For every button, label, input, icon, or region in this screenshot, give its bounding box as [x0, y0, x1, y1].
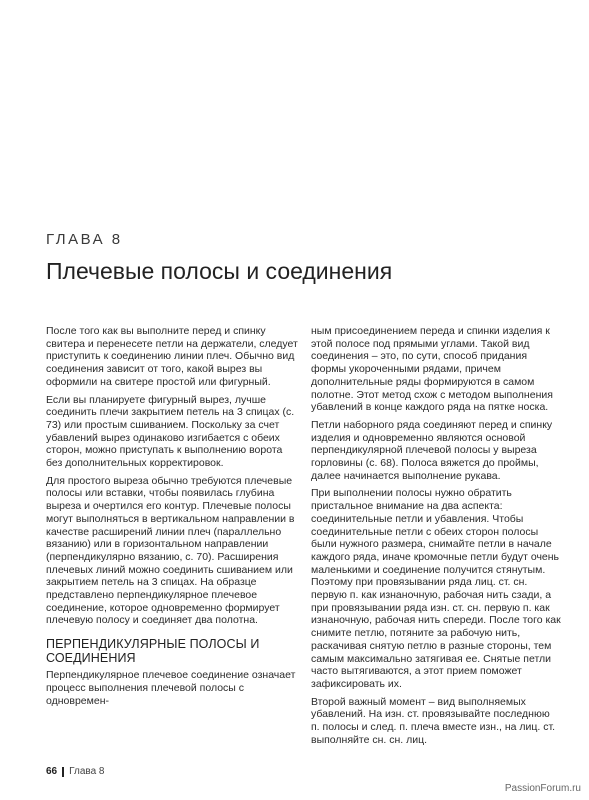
left-paragraph-3: Для простого выреза обычно требуются плечевые полосы или вставки, чтобы появилась глубина выреза и очертился его контур. Плечевые полосы могут выполняться в вертикальном направлении в качестве расширений линии плеч (параллельно вязанию) или в горизонтальном направлении (перпендикулярно вязанию, с. 70). Расширения плечевых линий можно соединить сшиванием или закрытием петель на 3 спицах. На образце представлено перпендикулярное плечевое соединение, которое одновременно формирует плечевую полосу и соединяет два полотна. [46, 474, 295, 627]
chapter-title: Плечевые полосы и соединения [46, 258, 393, 284]
left-paragraph-4: Перпендикулярное плечевое соединение означает процесс выполнения плечевой полосы с одновремен- [46, 669, 296, 707]
footer-separator [62, 767, 64, 777]
left-paragraph-2: Если вы планируете фигурный вырез, лучше соединить плечи закрытием петель на 3 спицах (с. 73) или простым сшиванием. Поскольку за счет убавлений вырез одинаково изгибается с обеих сторон, можно приступать к выполнению ворота без дополнительных корректировок. [46, 393, 295, 470]
page-footer [46, 766, 104, 777]
right-column [311, 325, 561, 752]
page-number: 66 [46, 766, 58, 777]
right-paragraph-2: Петли наборного ряда соединяют перед и спинку изделия и одновременно являются основой перпендикулярной плечевой полосы у выреза горловины (с. 68). Полоса вяжется до проймы, далее начинается выполнение рукава. [311, 418, 553, 482]
section-heading: ПЕРПЕНДИКУЛЯРНЫЕ ПОЛОСЫ И СОЕДИНЕНИЯ [46, 637, 260, 666]
right-paragraph-3: При выполнении полосы нужно обратить пристальное внимание на два аспекта: соединительные петли и убавления. Чтобы соединительные петли с обеих сторон полосы были нужного размера, снимайте петли в начале каждого ряда, иначе кромочные петли будут очень маленькими и соединение получится стянутым. Поэтому при провязывании ряда лиц. ст. сн. первую п. как изнаночную, рабочая нить сзади, а при провязывании ряда изн. ст. сн. первую п. как изнаночную, рабочая нить спереди. После того как снимите петлю, потяните за рабочую нить, раскачивая снятую петлю в разные стороны, тем самым максимально затягивая ее. Снятые петли часто вытягиваются, а этот прием поможет зафиксировать их. [311, 487, 561, 690]
chapter-label: ГЛАВА 8 [46, 231, 123, 248]
left-column [46, 325, 301, 712]
footer-chapter: Глава 8 [69, 766, 105, 777]
right-paragraph-1: ным присоединением переда и спинки изделия к этой полосе под прямыми углами. Такой вид соединения – это, по сути, способ придания формы укороченными рядами, причем дополнительные ряды формируются в самом полотне. Этот метод схож с методом выполнения убавлений в конце каждого ряда на пятке носка. [311, 325, 553, 414]
left-paragraph-1: После того как вы выполните перед и спинку свитера и перенесете петли на держатели, следует приступить к соединению линии плеч. Обычно вид соединения зависит от того, какой вырез вы оформили на свитере простой или фигурный. [46, 325, 298, 388]
right-paragraph-4: Второй важный момент – вид выполняемых убавлений. На изн. ст. провязывайте последнюю п. полосы и след. п. плеча вместе изн., на лиц. ст. выполняйте сн. сн. лиц. [311, 695, 556, 746]
watermark: PassionForum.ru [504, 783, 581, 794]
